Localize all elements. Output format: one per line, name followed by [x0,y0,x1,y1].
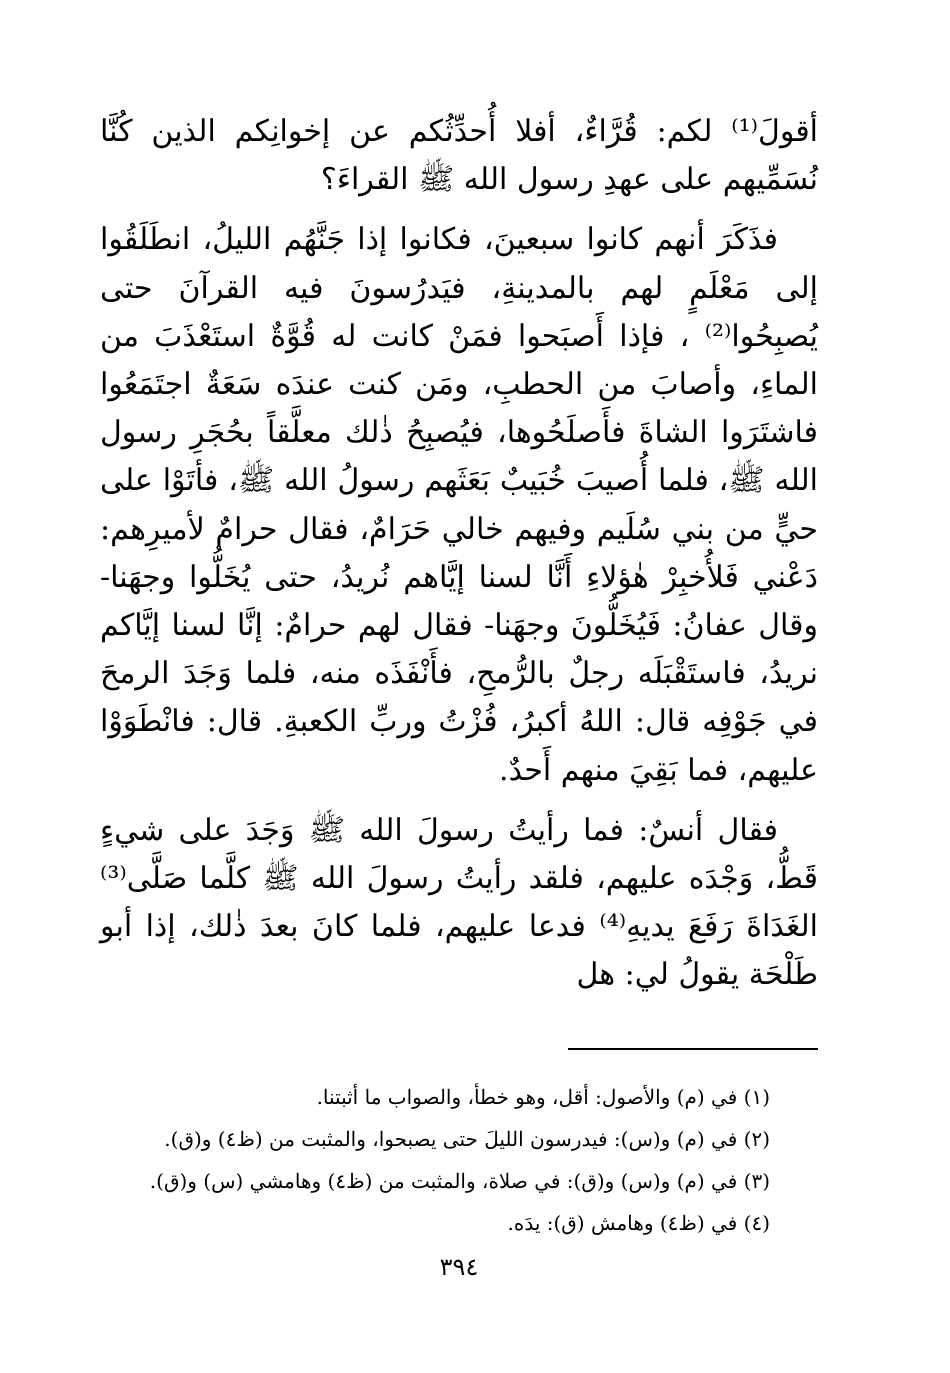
text-line: فقال حرامٌ لأميرِهم: دَعْني فَلأُخبِرْ هٰؤلاءِ أَنَّا لسنا إيَّاهم نُريدُ، [100,511,818,595]
footnote-4: (٤) في (ظ٤) وهامش (ق): يدَه. [507,1211,770,1235]
paragraph-1 [100,108,818,204]
text-line: عليهم، فما بَقِيَ منهم أَحدٌ. [499,752,818,788]
footnote-2: (٢) في (م) و(س): فيدرسون الليلَ حتى يصبحوا، والمثبت من (ظ٤) و(ق). [164,1127,770,1151]
text-line: أَصبَحوا فمَنْ كانت له قُوَّةٌ استَعْذَبَ من الماءِ، وأصابَ من [100,318,819,403]
text-line: فذَكَرَ أنهم كانوا سبعينَ، فكانوا إذا جَنَّهُم الليلُ، انطَلَقُوا إلى [100,222,818,306]
footnote-1: (١) في (م) والأصول: أقل، وهو خطأ، والصواب ما أثبتنا. [316,1085,770,1109]
text-line: حتى يُخَلُّوا وجهَنا- وقال عفانُ: فَيُخَلُّونَ وجهَنا- فقال لهم حرامٌ: [100,559,818,644]
text-line: على عهدِ رسول الله ﷺ القراءَ؟ [320,162,714,198]
text-line: الرمحَ في جَوْفِه قال: اللهُ أكبرُ، فُزْتُ وربِّ الكعبةِ. قال: فانْطَوَوْا [100,656,818,740]
footnote-divider [568,1048,818,1050]
text-line: إنَّا لسنا إيَّاكم نريدُ، فاستَقْبَلَه رجلٌ بالرُّمحِ، فأَنْفَذَه منه، فلما وَجَدَ [100,608,818,692]
text-line: فدعا عليهم، فلما كانَ بعدَ ذٰلك، إذا أبو طَلْحَة يقولُ لي: هل [100,909,818,993]
text-line: فقال أنسٌ: فما رأيتُ رسولَ الله ﷺ وَجَدَ على شيءٍ قَطُّ، وَجْدَه [100,812,818,897]
text-line: الحطبِ، ومَن كنت عندَه سَعَةٌ اجتَمَعُوا فاشتَرَوا الشاةَ فأَصلَحُوها، [100,367,818,451]
footnotes [100,1076,818,1244]
book-page [100,108,819,1281]
text-line: فيُصبِحُ ذٰلك معلَّقاً بحُجَرِ رسول الله ﷺ، فلما أُصيبَ خُبَيبٌ بَعَثَهم [100,415,818,499]
footnote-3: (٣) في (م) و(س) و(ق): في صلاة، والمثبت من (ظ٤) وهامشي (س) و(ق). [149,1169,770,1193]
paragraph-3 [100,807,818,1000]
text-line: عليهم، فلقد رأيتُ رسولَ الله ﷺ كلَّما صَلَّى⁽³⁾ الغَدَاةَ رَفَعَ يديهِ⁽⁴⁾ [100,861,818,945]
text-line: أقولَ⁽¹⁾ لكم: قُرَّاءٌ، أفلا أُحدِّثُكم عن إخوانِكم الذين كُنَّا نُسَمِّيهم [100,114,818,198]
page-number: ٣٩٤ [439,1253,479,1281]
text-line: مَعْلَمٍ لهم بالمدينةِ، فيَدرُسونَ فيه القرآنَ حتى يُصبِحُوا⁽²⁾ ، فإذا [100,270,818,354]
paragraph-2 [100,216,818,794]
text-line: رسولُ الله ﷺ، فأتَوْا على حيٍّ من بني سُلَيم وفيهم خالي حَرَامٌ، [100,463,818,547]
main-text [100,108,818,1000]
